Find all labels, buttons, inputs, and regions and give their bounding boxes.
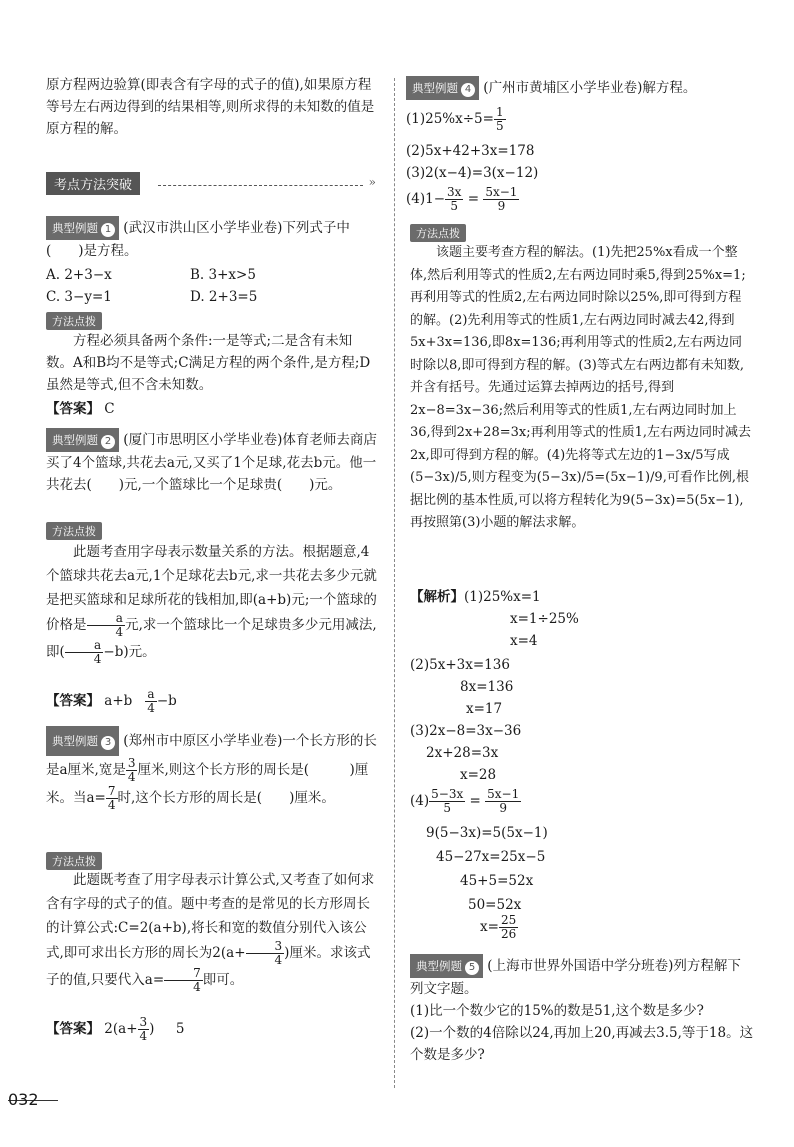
example-tag: 典型例题 4	[406, 76, 479, 100]
example-5-question-2: (2)一个数的4倍除以24,再加上20,再减去3.5,等于18。这个数是多少?	[410, 1025, 754, 1063]
fraction: $\frac{25}{26}$	[500, 913, 517, 941]
fraction: $\frac{a}{4}$	[87, 612, 126, 639]
equation-4: (4)1− $\frac{3x}{5}$ = $\frac{5x-1}{9}$	[406, 185, 518, 213]
answer-label: 【答案】	[46, 401, 100, 417]
page-number: 032	[8, 1090, 39, 1109]
option-c: C. 3−y=1	[46, 289, 112, 305]
option-a: A. 2+3−x	[46, 267, 112, 283]
section-header	[46, 172, 378, 194]
solution-line: 45+5=52x	[460, 873, 534, 889]
solution-line: 2x+28=3x	[426, 745, 499, 761]
example-number-badge: 2	[101, 435, 115, 449]
example-3-answer: 【答案】 2(a+ $\frac{3}{4}$ ) 5	[46, 1015, 185, 1043]
solution-line: x=28	[460, 767, 497, 783]
solution-line: 45−27x=25x−5	[436, 849, 546, 865]
example-2-question: (厦门市思明区小学毕业卷)体育老师去商店买了4个篮球,共花去a元,又买了1个足球,花去b元。他一共花去( )元,一个篮球比一个足球贵( )元。	[46, 432, 377, 493]
option-d: D. 2+3=5	[190, 289, 258, 305]
fraction: $\frac{3}{4}$	[139, 1015, 148, 1043]
method-tag: 方法点拨	[410, 224, 466, 242]
method-tag: 方法点拨	[46, 522, 102, 540]
solution-line: (3)2x−8=3x−36	[410, 723, 522, 739]
example-1-question: (武汉市洪山区小学毕业卷)下列式子中( )是方程。	[46, 220, 350, 259]
example-1-answer	[46, 398, 115, 420]
solution-block: 【解析】(1)25%x=1	[410, 589, 541, 605]
solution-line: (4) $\frac{5-3x}{5}$ = $\frac{5x-1}{9}$	[410, 787, 520, 815]
example-number-badge: 5	[465, 961, 479, 975]
option-b: B. 3+x>5	[190, 267, 256, 283]
solution-line: x=1÷25%	[510, 611, 579, 627]
example-5-question-1: (1)比一个数少它的15%的数是51,这个数是多少?	[410, 1003, 704, 1019]
fraction: $\frac{a}{4}$	[147, 687, 155, 715]
example-tag: 典型例题 2	[46, 428, 119, 452]
column-divider	[394, 78, 395, 1088]
solution-line: 9(5−3x)=5(5x−1)	[426, 825, 548, 841]
section-dashed-line	[158, 185, 363, 186]
example-tag: 典型例题 1	[46, 216, 119, 240]
equation-2: (2)5x+42+3x=178	[406, 143, 535, 159]
intro-paragraph: 原方程两边验算(即表含有字母的式子的值),如果原方程等号左右两边得到的结果相等,则所求得的未知数的值是原方程的解。	[46, 77, 375, 137]
example-3-method: 此题既考查了用字母表示计算公式,又考查了如何求含有字母的式子的值。题中考查的是常见的长方形周长的计算公式:C=2(a+b),将长和宽的数值分别代入该公式,即可求出长方形的周长为2(a+ $\frac{3}{4}$ )厘米。求该式子的值,只要代入a= $\frac{7}{4}$ 即可。	[46, 872, 375, 994]
example-2	[46, 428, 378, 496]
equation-1: (1)25%x÷5= $\frac{1}{5}$	[406, 105, 504, 133]
example-number-badge: 3	[101, 736, 115, 750]
section-title: 考点方法突破	[46, 172, 140, 195]
answer-label: 【答案】	[46, 693, 100, 709]
solution-line: x=17	[466, 701, 503, 717]
equation-3: (3)2(x−4)=3(x−12)	[406, 165, 539, 181]
solution-label: 【解析】	[410, 589, 464, 605]
solution-line: (2)5x+3x=136	[410, 657, 510, 673]
solution-line: x=4	[510, 633, 538, 649]
example-4-method: 该题主要考查方程的解法。(1)先把25%x看成一个整体,然后利用等式的性质2,左右两边同时乘5,得到25%x=1;再利用等式的性质2,左右两边同时除以25%,即可得到方程的解。(2)先利用等式的性质1,左右两边同时减去42,得到5x+3x=136,即8x=136;再利用等式的性质2,左右两边同时除以8,即可得到方程的解。(3)等式左右两边都有未知数,并含有括号。先通过运算去掉两边的括号,得到2x−8=3x−36;然后利用等式的性质1,左右两边同时加上36,得到2x+28=3x;再利用等式的性质1,左右两边同时减去2x,即可得到方程的解。(4)先将等式左边的1−3x/5写成(5−3x)/5,则方程变为(5−3x)/5=(5x−1)/9,可看作比例,根据比例的基本性质,可以将方程转化为9(5−3x)=5(5x−1),再按照第(3)小题的解法求解。	[410, 245, 751, 530]
fraction: $\frac{1}{5}$	[495, 105, 504, 133]
answer-value: C	[104, 401, 115, 417]
example-tag: 典型例题 5	[410, 954, 483, 978]
solution-line: 50=52x	[468, 897, 522, 913]
fraction: $\frac{3}{4}$	[246, 940, 285, 967]
example-2-method: 此题考查用字母表示数量关系的方法。根据题意,4个篮球共花去a元,1个足球花去b元,求一共花去多少元就是把买篮球和足球所花的钱相加,即(a+b)元;一个篮球的价格是 $\frac{a}{4}$ 元,求一个篮球比一个足球贵多少元用减法,即( $\frac{a}{4}$ −b)元。	[46, 544, 377, 666]
example-1-method: 方程必须具备两个条件:一是等式;二是含有未知数。A和B均不是等式;C满足方程的两个条件,是方程;D虽然是等式,但不含未知数。	[46, 333, 371, 393]
example-number-badge: 4	[461, 83, 475, 97]
fraction: $\frac{3x}{5}$	[447, 185, 462, 213]
fraction: $\frac{7}{4}$	[107, 784, 116, 812]
example-3: 典型例题 3 (郑州市中原区小学毕业卷)一个长方形的长是a厘米,宽是 $\frac{3}{4}$ 厘米,则这个长方形的周长是( )厘米。当a= $\frac{7}{4}$ 时,这个长方形的周长是( )厘米。	[46, 726, 378, 812]
fraction: $\frac{7}{4}$	[164, 967, 203, 994]
example-2-answer: 【答案】 a+b $\frac{a}{4}$ −b	[46, 687, 177, 715]
solution-line: 8x=136	[460, 679, 514, 695]
solution-line: x= $\frac{25}{26}$	[480, 913, 517, 941]
fraction: $\frac{5-3x}{5}$	[431, 787, 464, 815]
example-5: 典型例题 5 (上海市世界外国语中学分班卷)列方程解下列文字题。	[410, 954, 754, 1000]
example-tag: 典型例题 3	[46, 726, 119, 756]
method-tag: 方法点拨	[46, 852, 102, 870]
fraction: $\frac{5x-1}{9}$	[485, 185, 518, 213]
fraction: $\frac{5x-1}{9}$	[487, 787, 520, 815]
example-number-badge: 1	[101, 223, 115, 237]
answer-label: 【答案】	[46, 1021, 100, 1037]
method-tag: 方法点拨	[46, 312, 102, 330]
fraction: $\frac{3}{4}$	[127, 756, 136, 784]
fraction: $\frac{a}{4}$	[65, 639, 104, 666]
example-1	[46, 216, 378, 262]
example-4: 典型例题 4 (广州市黄埔区小学毕业卷)解方程。	[406, 76, 756, 100]
double-arrow-icon: »	[368, 175, 376, 189]
